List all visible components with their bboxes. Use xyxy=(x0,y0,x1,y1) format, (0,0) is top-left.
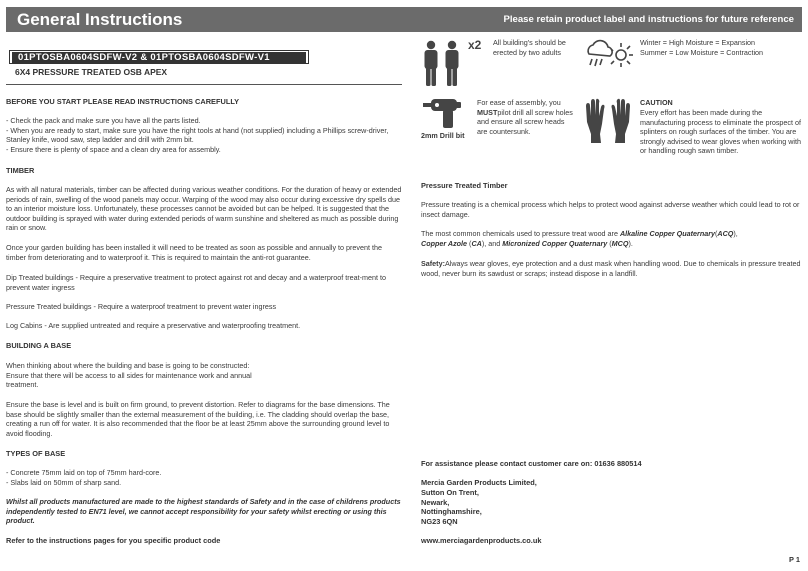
drill-bit-label: 2mm Drill bit xyxy=(421,131,465,140)
chem-text-a: The most common chemicals used to pressure treat wood are xyxy=(421,229,620,238)
safety-statement: Whilst all products manufactured are made to the highest standards of Safety and in the case of childrens products independently tested to EN71 level, we cannot accept responsibility for your safety whilst erecting or using this product. xyxy=(6,497,401,525)
timber-paragraph-5: Log Cabins - Are supplied untreated and require a preservative and waterproofing treatment. xyxy=(6,321,301,330)
pressure-treated-heading: Pressure Treated Timber xyxy=(421,181,508,190)
customer-care: For assistance please contact customer care on: 01636 880514 xyxy=(421,459,642,468)
product-name: 6X4 PRESSURE TREATED OSB APEX xyxy=(15,67,168,77)
timber-paragraph-3: Dip Treated buildings - Require a preservative treatment to protect against rot and decay and a waterproof treat-ment to prevent water ingress xyxy=(6,273,386,292)
product-code-box xyxy=(9,50,309,64)
page-number: P 1 xyxy=(789,555,800,565)
chem-text-m: ). xyxy=(628,238,633,248)
two-people-icon xyxy=(421,40,465,88)
address-line: Newark, xyxy=(421,497,450,507)
drill-note xyxy=(477,98,573,136)
types-text: - Concrete 75mm laid on top of 75mm hard-core. - Slabs laid on 50mm of sharp sand. xyxy=(6,468,162,487)
safety-text: Always wear gloves, eye protection and a dust mask when handling wood. Due to chemicals in pressure treated wood, never burn its sawdust or scraps; instead dispose in a landfill. xyxy=(421,259,801,278)
address-line: NG23 6QN xyxy=(421,517,458,527)
chem-acq-name: Alkaline Copper Quaternary xyxy=(619,229,716,238)
chem-ca-abbr: CA xyxy=(471,238,482,248)
weather-note: Winter = High Moisture = Expansion Summer = Low Moisture = Contraction xyxy=(640,38,764,57)
chem-text-k: ( xyxy=(607,238,612,248)
chem-mcq-abbr: MCQ xyxy=(611,238,629,248)
timber-paragraph-4: Pressure Treated buildings - Require a waterproof treatment to prevent water ingress xyxy=(6,302,277,311)
refer-instructions: Refer to the instructions pages for you specific product code xyxy=(6,536,221,545)
timber-paragraph-2: Once your garden building has been installed it will need to be treated as soon as possible and annually to prevent the timber from deteriorating and to waterproof it. This is required to maintain the anti-rot guarantee. xyxy=(6,243,382,262)
page-title: General Instructions xyxy=(17,10,183,29)
chem-text-e: ), xyxy=(733,229,738,238)
address-line: Sutton On Trent, xyxy=(421,487,479,497)
caution-text: Every effort has been made during the manufacturing process to eliminate the prospect of splinters on rough surfaces of the timber. You are strongly advised to wear gloves when working with or handling rough sawn timber. xyxy=(640,108,802,155)
address-line: Nottinghamshire, xyxy=(421,507,482,517)
safety-paragraph xyxy=(421,259,801,278)
chem-text-g: ( xyxy=(467,238,472,248)
caution-heading: CAUTION xyxy=(640,98,673,107)
address-line: Mercia Garden Products Limited, xyxy=(421,478,537,487)
timber-paragraph-1: As with all natural materials, timber can be affected during various weather conditions. For the duration of heavy or extended periods of rain, swelling of the wood panels may occur. Warping of the wood may also occur during excessive dry spells due to an interior moisture loss. Unfortunately, these processes cannot be avoided but can be helped. It is suggested that the outdoor building is sprayed with water during extended periods of warm sunshine and sheltered as much as possible during rain or snow. xyxy=(6,185,402,232)
chem-mcq-name: Micronized Copper Quaternary xyxy=(502,238,608,248)
people-count: x2 xyxy=(468,38,482,52)
header-bar xyxy=(6,7,802,32)
gloves-icon xyxy=(583,98,633,144)
base-paragraph-2: Ensure the base is level and is built on firm ground, to prevent distortion. Refer to diagrams for the base dimensions. The base should be slightly smaller than the external measurement of the building, i.e. The cladding should overlap the base, creating a run off for water. It is also recommended that the floor be at least 25mm above the surrounding ground level to avoid flooding. xyxy=(6,400,390,438)
chem-ca-name: Copper Azole xyxy=(421,238,468,248)
chem-text-i: ), and xyxy=(481,238,503,248)
drill-icon xyxy=(423,96,465,130)
before-heading: BEFORE YOU START PLEASE READ INSTRUCTIONS CAREFULLY xyxy=(6,97,240,106)
header-subtitle: Please retain product label and instructions for future reference xyxy=(503,14,794,25)
weather-icon xyxy=(583,38,633,72)
two-adults-note: All building's should be erected by two adults xyxy=(493,38,566,57)
chem-acq-abbr: ACQ xyxy=(717,229,734,238)
pressure-treated-paragraph: Pressure treating is a chemical process which helps to protect wood against adverse weather which could lead to rot or insect damage. xyxy=(421,200,800,219)
chem-text-c: ( xyxy=(715,229,718,238)
drill-note-b: pilot drill all screw holes and ensure all screw heads are countersunk. xyxy=(477,107,573,136)
safety-label: Safety: xyxy=(421,259,445,268)
base-heading: BUILDING A BASE xyxy=(6,341,72,350)
product-codes: 01PTOSBA0604SDFW-V2 & 01PTOSBA0604SDFW-V1 xyxy=(12,52,306,63)
base-paragraph-1: When thinking about where the building and base is going to be constructed: Ensure that there will be access to all sides for maintenance work and annual treatment. xyxy=(6,361,252,389)
before-text: - Check the pack and make sure you have all the parts listed. - When you are ready to start, make sure you have the right tools at hand (not supplied) including a Phillips screw-driver, Stanley knife, wood saw, step ladder and drill with 2mm bit. - Ensure there is plenty of space and a clean dry area for assembly. xyxy=(6,116,389,154)
divider xyxy=(6,84,402,85)
chemicals-paragraph xyxy=(421,229,801,248)
website-link[interactable]: www.merciagardenproducts.co.uk xyxy=(421,536,542,545)
timber-heading: TIMBER xyxy=(6,166,35,175)
types-heading: TYPES OF BASE xyxy=(6,449,66,458)
drill-note-a: For ease of assembly, you xyxy=(477,98,561,107)
drill-note-must: MUST xyxy=(477,107,498,117)
company-address xyxy=(421,478,801,527)
